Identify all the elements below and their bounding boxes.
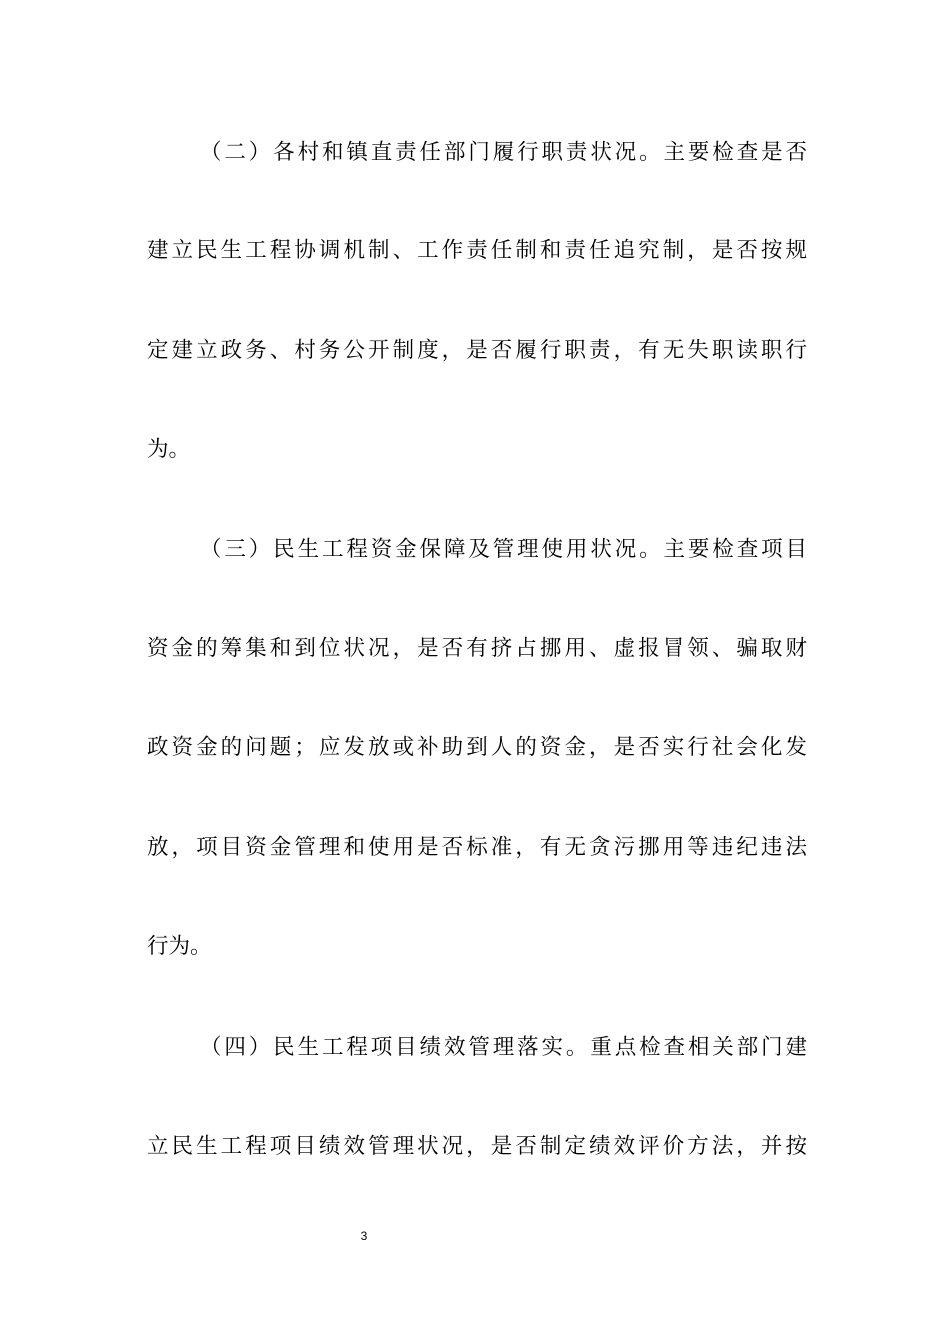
paragraph-3-line-3: 政资金的问题；应发放或补助到人的资金，是否实行社会化发 (147, 735, 807, 760)
paragraph-4-line-1: （四）民生工程项目绩效管理落实。重点检查相关部门建 (200, 1035, 807, 1060)
paragraph-3-line-4: 放，项目资金管理和使用是否标准，有无贪污挪用等违纪违法 (147, 835, 807, 860)
paragraph-2-line-1: （二）各村和镇直责任部门履行职责状况。主要检查是否 (200, 140, 807, 165)
paragraph-3-line-1: （三）民生工程资金保障及管理使用状况。主要检查项目 (200, 537, 807, 562)
paragraph-2-line-2: 建立民生工程协调机制、工作责任制和责任追究制，是否按规 (147, 238, 807, 263)
paragraph-2-line-4: 为。 (147, 437, 191, 462)
paragraph-3-line-5: 行为。 (147, 934, 212, 959)
paragraph-2-line-3: 定建立政务、村务公开制度，是否履行职责，有无失职读职行 (147, 338, 807, 363)
paragraph-3-line-2: 资金的筹集和到位状况，是否有挤占挪用、虚报冒领、骗取财 (147, 636, 807, 661)
page-number: 3 (360, 1229, 368, 1243)
paragraph-4-line-2: 立民生工程项目绩效管理状况，是否制定绩效评价方法，并按 (147, 1134, 807, 1159)
